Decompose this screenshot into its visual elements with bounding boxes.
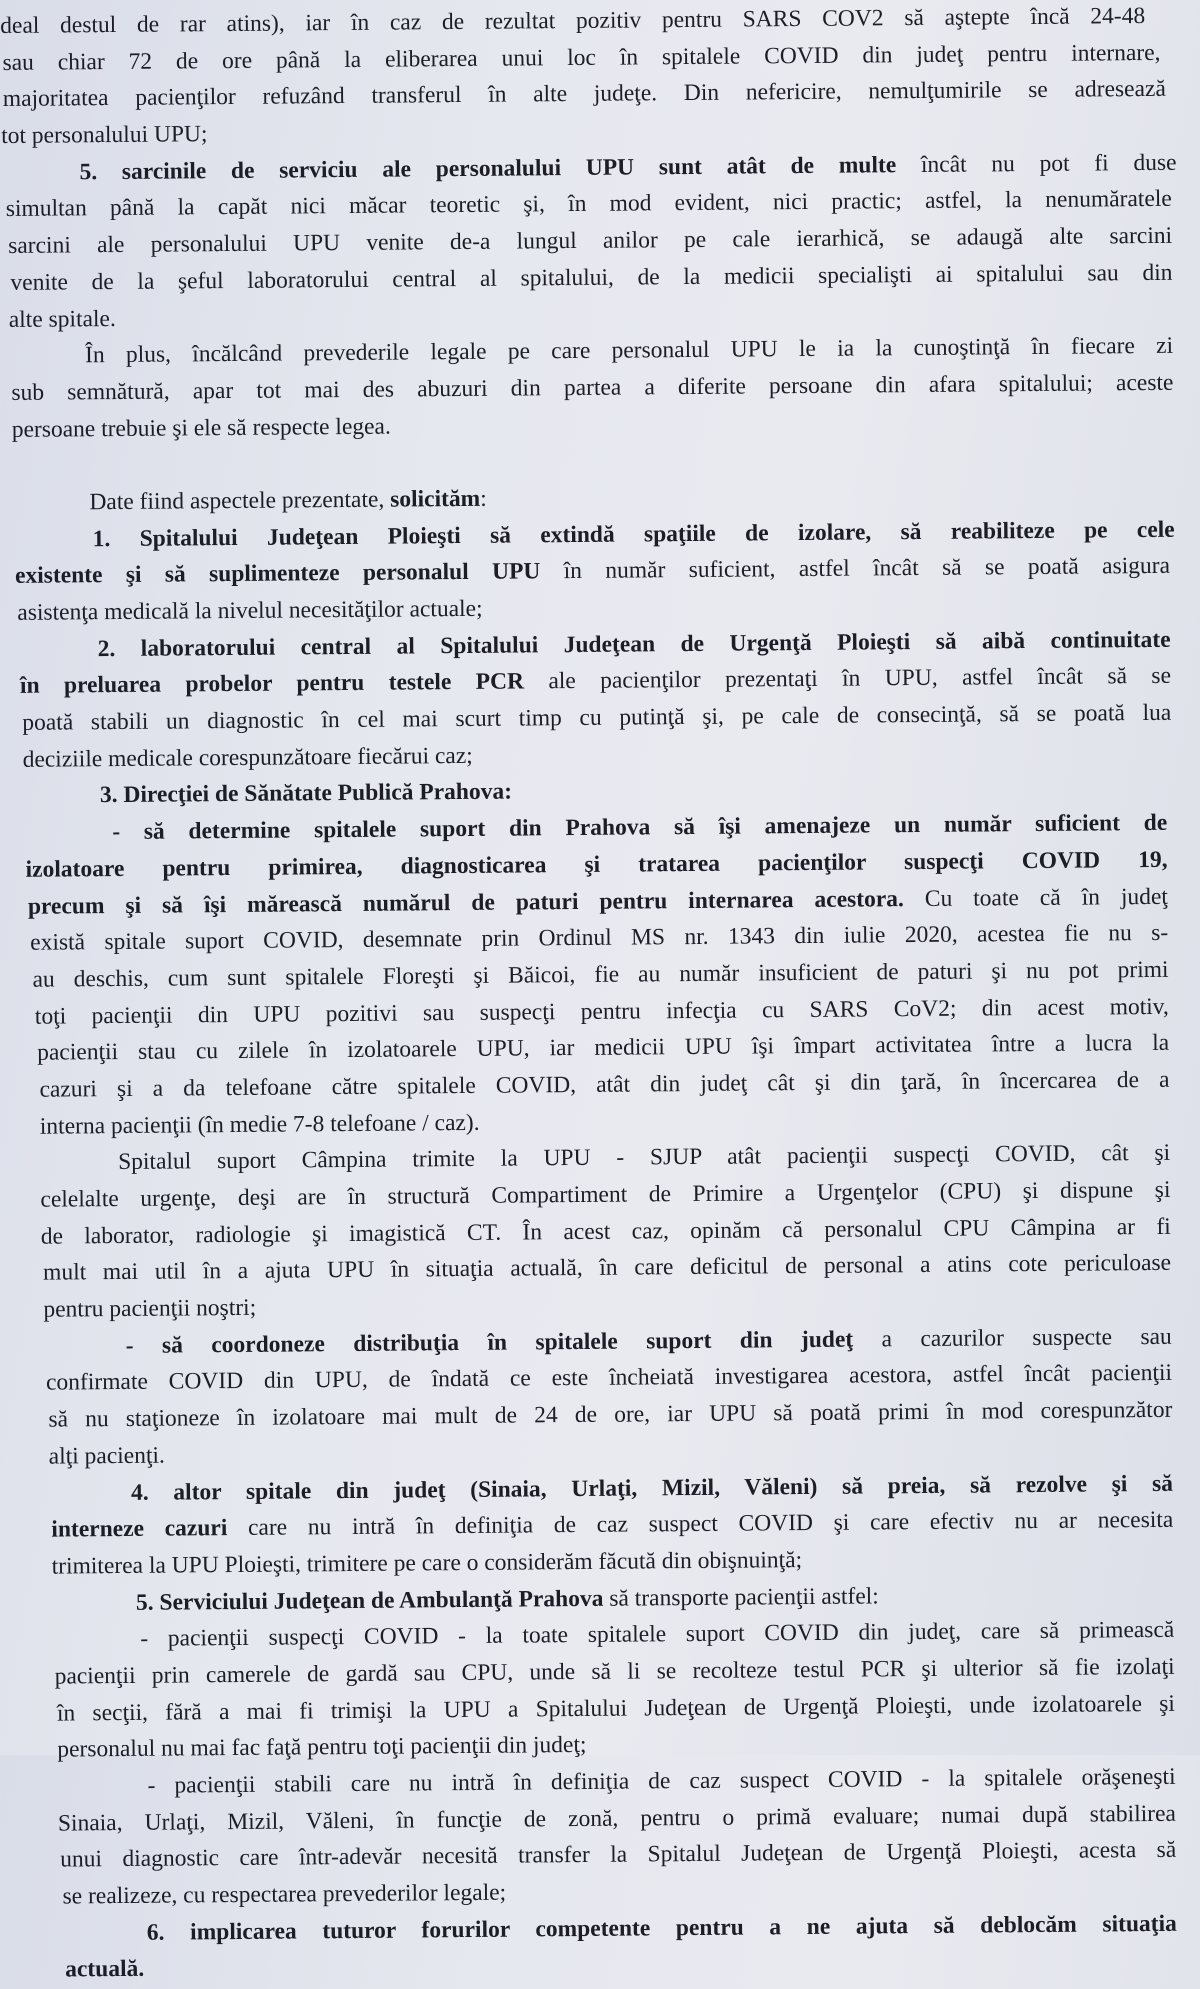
- body-text: :: [480, 485, 487, 512]
- body-text: deciziile medicale corespunzătoare fiecărui caz;: [22, 742, 473, 773]
- body-text: în secţii, fără a mai fi trimişi la UPU a Spitalului Judeţean de Urgenţă Ploieşti, unde izolatoarele şi: [56, 1690, 1176, 1727]
- bold-text: 4. altor spitale din judeţ (Sinaia, Urlaţi, Mizil, Văleni) să preia, să rezolve şi să: [130, 1470, 1174, 1506]
- body-text: - pacienţii stabili care nu intră în definiţia de caz suspect COVID - la spitalele orăşeneşti: [147, 1763, 1176, 1799]
- body-text: pacienţii stau cu zilele în izolatoarele UPU, iar medicii UPU îşi împart activitatea între a lucra la: [37, 1030, 1170, 1066]
- body-text: de laborator, radiologie şi imagistică CT. În acest caz, opinăm că personalul CPU Câmpina ar fi: [40, 1213, 1171, 1250]
- body-text: să nu staţioneze în izolatoare mai mult de 24 de ore, iar UPU să poată primi în mod corespunzător: [48, 1396, 1173, 1433]
- bold-text: - să coordoneze distribuţia în spitalele suport din judeţ: [125, 1326, 854, 1359]
- body-text: poată stabili un diagnostic în cel mai scurt timp cu putinţă şi, pe cale de consecinţă, să se poată lua: [22, 699, 1172, 736]
- body-text: sarcini ale personalului UPU venite de-a lungul anilor pe cale ierarhică, se adaugă alte sarcini: [8, 222, 1173, 260]
- body-text: a cazurilor suspecte sau: [853, 1323, 1172, 1353]
- body-text: ale pacienţilor prezentaţi în UPU, astfel încât să se: [523, 663, 1172, 695]
- body-text: pacienţii prin camerele de gardă sau CPU, unde să li se recolteze testul PCR şi ulterior să fie izolaţi: [54, 1653, 1175, 1690]
- body-text: deal destul de rar atins), iar în caz de rezultat pozitiv pentru SARS COV2 să aştepte încă 24-48: [0, 3, 1146, 39]
- body-text: sau chiar 72 de ore până la eliberarea unui loc în spitalele COVID din judeţ pentru internare,: [2, 39, 1161, 76]
- body-text: să transporte pacienţii astfel:: [603, 1582, 879, 1612]
- body-text: există spitale suport COVID, desemnate prin Ordinul MS nr. 1343 din iulie 2020, acestea fie nu s-: [30, 920, 1169, 956]
- bold-text: 5. Serviciului Judeţean de Ambulanţă Prahova: [135, 1585, 604, 1616]
- bold-text: în preluarea probelor pentru testele PCR: [19, 668, 525, 700]
- body-text: unui diagnostic care într-adevăr necesită transfer la Spitalul Judeţean de Urgenţă Ploieşti, acesta să: [60, 1837, 1177, 1873]
- body-text: Date fiind aspectele prezentate,: [89, 486, 391, 516]
- body-text: care nu intră în definiţia de caz suspect COVID şi care efectiv nu ar necesita: [227, 1507, 1174, 1542]
- body-text: se realizeze, cu respectarea prevederilor legale;: [62, 1879, 507, 1910]
- body-text: sub semnătură, apar tot mai des abuzuri din partea a diferite persoane din afara spitalului; aceste: [11, 369, 1174, 406]
- body-text: alte spitale.: [8, 305, 116, 333]
- body-text: încât nu pot fi duse: [896, 149, 1177, 178]
- bold-text: interneze cazuri: [51, 1515, 228, 1543]
- body-text: mult mai util în a ajuta UPU în situaţia actuală, în care deficitul de personal a atins cote periculoase: [42, 1250, 1172, 1287]
- body-text: persoane trebuie şi ele să respecte legea.: [11, 413, 391, 443]
- body-text: venite de la şeful laboratorului central al spitalului, de la medicii specialişti ai spitalului sau din: [10, 259, 1173, 296]
- bold-text: 6. implicarea tuturor forurilor competente pentru a ne ajuta să deblocăm situaţia: [146, 1910, 1177, 1946]
- body-text: pentru pacienţii noştri;: [43, 1294, 257, 1323]
- body-text: celelalte urgenţe, deşi are în structură Compartiment de Primire a Urgenţelor (CPU) şi dispune şi: [40, 1176, 1171, 1213]
- bold-text: existente şi să suplimenteze personalul UPU: [14, 558, 541, 590]
- body-text: confirmate COVID din UPU, de îndată ce este încheiată investigarea acestora, astfel încât pacienţii: [45, 1360, 1173, 1397]
- bold-text: izolatoare pentru primirea, diagnosticarea şi tratarea pacienţilor suspecţi COVID 19,: [25, 846, 1168, 883]
- bold-text: 5. sarcinile de serviciu ale personalului UPU sunt atât de multe: [79, 151, 897, 186]
- bold-text: precum şi să îşi mărească numărul de paturi pentru internarea acestora.: [27, 885, 904, 920]
- bold-text: solicităm: [390, 485, 481, 513]
- bold-text: 3. Direcţiei de Sănătate Publică Prahova:: [99, 779, 513, 809]
- body-text: toţi pacienţii din UPU pozitivi sau suspecţi pentru infecţia cu SARS CoV2; din acest motiv,: [34, 993, 1169, 1030]
- body-text: au deschis, cum sunt spitalele Floreşti şi Băicoi, fie au număr insuficient de paturi şi nu pot primi: [32, 956, 1169, 993]
- body-text: alţi pacienţi.: [48, 1442, 165, 1470]
- bold-text: - să determine spitalele suport din Prahova să îşi amenajeze un număr suficient de: [112, 809, 1168, 846]
- body-text: asistenţa medicală la nivelul necesităţilor actuale;: [17, 595, 483, 626]
- body-text: Cu toate că în judeţ: [903, 883, 1168, 912]
- body-text: În plus, încălcând prevederile legale pe care personalul UPU le ia la cunoştinţă în fiecare zi: [84, 332, 1174, 369]
- bold-text: 1. Spitalului Judeţean Ploieşti să extindă spaţiile de izolare, să reabiliteze pe cele: [92, 516, 1175, 552]
- bold-text: 2. laboratorului central al Spitalului Judeţean de Urgenţă Ploieşti să aibă continuitate: [97, 626, 1171, 662]
- body-text: personalul nu mai fac faţă pentru toţi pacienţii din judeţ;: [57, 1732, 587, 1763]
- body-text: în număr suficient, astfel încât să se poată asigura: [540, 553, 1171, 585]
- body-text: simultan până la capăt nici măcar teoretic şi, în mod evident, nici practic; astfel, la nenumăratele: [5, 186, 1172, 223]
- body-text: majoritatea pacienţilor refuzând transferul în alte judeţe. Din nefericire, nemulţumirile se adresează: [2, 76, 1166, 113]
- body-text: Sinaia, Urlaţi, Mizil, Văleni, în funcţie de zonă, pentru o primă evaluare; numai după stabilirea: [57, 1800, 1176, 1837]
- body-text: tot personalului UPU;: [1, 121, 208, 150]
- body-text: trimiterea la UPU Ploieşti, trimitere pe care o considerăm făcută din obişnuinţă;: [51, 1546, 803, 1580]
- body-text: Spitalul suport Câmpina trimite la UPU - SJUP atât pacienţii suspecţi COVID, cât şi: [118, 1140, 1171, 1176]
- body-text: - pacienţii suspecţi COVID - la toate spitalele suport COVID din judeţ, care să primească: [140, 1617, 1175, 1653]
- body-text: interna pacienţii (în medie 7-8 telefoane / caz).: [39, 1109, 480, 1140]
- bold-text: actuală.: [65, 1956, 145, 1983]
- body-text: cazuri şi a da telefoane către spitalele COVID, atât din judeţ cât şi din ţară, în încercarea de a: [39, 1066, 1170, 1103]
